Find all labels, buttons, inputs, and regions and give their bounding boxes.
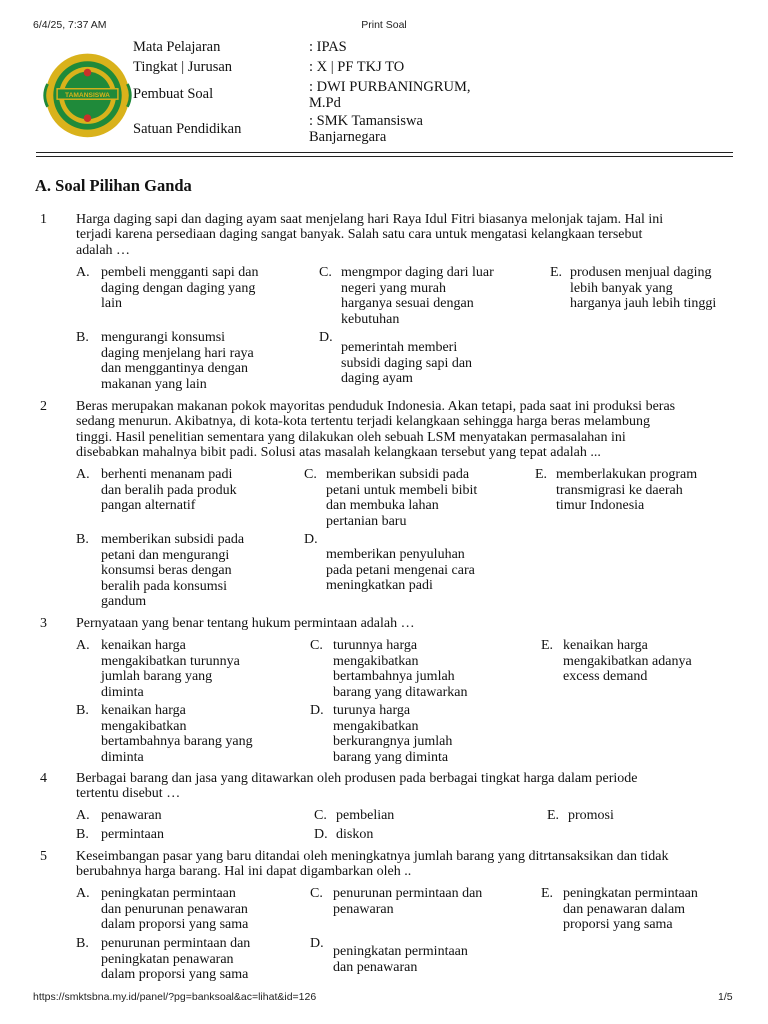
subject-value: : IPAS [309,39,347,55]
option-letter: B. [76,936,89,951]
option-text-line: timur Indonesia [556,498,645,513]
question-text-line: terjadi karena persediaan daging sangat banyak. Salah satu cara untuk mengatasi kelangkaan tersebut [76,227,643,243]
option-text-line: penurunan permintaan dan [333,886,483,901]
print-datetime: 6/4/25, 7:37 AM [33,19,107,31]
option-text-line: lebih banyak yang [570,280,673,296]
option-letter: E. [535,467,548,482]
option-text-line: mengurangi konsumsi [101,330,226,345]
school-label: Satuan Pendidikan [133,121,242,137]
option-text-line: penurunan permintaan dan [101,936,251,951]
author-value-line1: : DWI PURBANINGRUM, [309,79,471,95]
option-letter: E. [550,265,563,280]
option-text-line: mengakibatkan [333,653,419,669]
subject-label: Mata Pelajaran [133,39,221,55]
option-letter: D. [314,827,328,842]
question-text-line: berubahnya harga barang. Hal ini dapat digambarkan oleh .. [76,864,412,880]
option-text-line: harganya jauh lebih tinggi [570,296,717,311]
school-logo [40,46,135,141]
question-text-line: Keseimbangan pasar yang baru ditandai oleh meningkatnya jumlah barang yang ditrtansaksikan dan tidak [76,849,669,864]
option-letter: B. [76,703,89,718]
option-text-line: memberikan subsidi pada [326,467,470,482]
option-text-line: pemerintah memberi [341,340,458,355]
option-letter: B. [76,330,89,345]
option-text-line: kenaikan harga [563,638,648,653]
option-text-line: petani dan mengurangi [101,547,230,563]
option-text-line: pertanian baru [326,513,407,529]
option-text-line: petani untuk membeli bibit [326,482,478,498]
option-text-line: harganya sesuai dengan [341,296,474,311]
option-text-line: permintaan [101,827,164,842]
option-letter: C. [319,265,332,280]
option-text-line: barang yang ditawarkan [333,684,468,700]
option-text-line: penawaran [101,808,162,823]
option-text-line: pembelian [336,808,395,823]
option-letter: D. [319,330,333,345]
option-letter: A. [76,265,90,280]
page-url: https://smktsbna.my.id/panel/?pg=banksoal&ac=lihat&id=126 [33,991,317,1003]
option-text-line: promosi [568,808,614,823]
option-letter: E. [541,886,554,901]
option-text-line: peningkatan permintaan [101,886,236,901]
grade-value: : X | PF TKJ TO [309,59,405,75]
option-text-line: memberikan subsidi pada [101,532,245,547]
author-label: Pembuat Soal [133,86,214,102]
option-text-line: dalam proporsi yang sama [101,967,249,982]
option-text-line: beralih pada konsumsi [101,578,227,594]
grade-label: Tingkat | Jurusan [133,59,233,75]
question-number: 2 [40,399,47,414]
header-divider-bottom [36,156,733,157]
option-text-line: pembeli mengganti sapi dan [101,265,259,280]
option-text-line: dan beralih pada produk [101,482,237,498]
option-text-line: barang yang diminta [333,749,449,765]
option-text-line: diminta [101,684,144,700]
section-title: A. Soal Pilihan Ganda [35,176,192,195]
question-text-line: sedang menurun. Akibatnya, di kota-kota tertentu terjadi kelangkaan sehingga harga beras melambung [76,414,650,430]
option-text-line: mengakibatkan adanya [563,653,692,669]
option-text-line: peningkatan permintaan [333,944,468,959]
option-text-line: mengmpor daging dari luar [341,265,494,280]
option-text-line: meningkatkan padi [326,578,433,593]
option-letter: D. [310,936,324,951]
option-text-line: kebutuhan [341,311,400,327]
option-text-line: gandum [101,594,147,609]
option-text-line: mengakibatkan [333,718,419,734]
option-text-line: makanan yang lain [101,376,207,392]
question-text-line: Pernyataan yang benar tentang hukum permintaan adalah … [76,616,415,631]
option-text-line: mengakibatkan [101,718,187,734]
option-text-line: bertambahnya jumlah [333,669,455,684]
option-text-line: lain [101,296,122,311]
option-text-line: proporsi yang sama [563,917,673,932]
question-text-line: tinggi. Hasil penelitian sementara yang dilakukan oleh sebuah LSM menyatakan permasalahan ini [76,429,626,445]
option-text-line: memberlakukan program [556,467,698,482]
question-number: 4 [40,771,47,786]
author-value-line2: M.Pd [309,95,341,111]
option-letter: D. [310,703,324,718]
option-text-line: pada petani mengenai cara [326,562,475,578]
option-letter: B. [76,827,89,842]
option-text-line: dalam proporsi yang sama [101,917,249,932]
question-number: 5 [40,849,47,864]
option-text-line: mengakibatkan turunnya [101,653,240,669]
option-text-line: excess demand [563,669,648,684]
question-text-line: tertentu disebut … [76,786,181,802]
option-letter: A. [76,886,90,901]
school-value-line1: : SMK Tamansiswa [309,113,423,129]
option-letter: C. [310,886,323,901]
option-letter: E. [541,638,554,653]
option-text-line: penawaran [333,901,394,917]
question-text-line: Beras merupakan makanan pokok mayoritas penduduk Indonesia. Akan tetapi, pada saat ini produksi beras [76,399,676,414]
print-title: Print Soal [361,19,407,31]
question-text-line: adalah … [76,242,131,258]
option-text-line: kenaikan harga [101,703,186,718]
option-letter: C. [310,638,323,653]
option-text-line: konsumsi beras dengan [101,563,232,578]
option-letter: A. [76,638,90,653]
option-letter: A. [76,467,90,482]
option-text-line: memberikan penyuluhan [326,547,465,562]
option-text-line: berkurangnya jumlah [333,734,453,749]
option-text-line: turunnya harga [333,638,418,653]
option-letter: D. [304,532,318,547]
option-text-line: diminta [101,749,144,765]
option-text-line: berhenti menanam padi [101,467,233,482]
option-letter: A. [76,808,90,823]
school-value-line2: Banjarnegara [309,129,387,145]
option-letter: E. [547,808,560,823]
option-letter: B. [76,532,89,547]
option-text-line: produsen menjual daging [570,265,712,280]
option-text-line: peningkatan penawaran [101,951,234,967]
header-divider-top [36,152,733,153]
option-text-line: negeri yang murah [341,280,446,296]
question-text-line: Harga daging sapi dan daging ayam saat menjelang hari Raya Idul Fitri biasanya melonjak tajam. Hal ini [76,212,664,227]
option-letter: C. [314,808,327,823]
option-text-line: daging menjelang hari raya [101,345,254,361]
option-text-line: pangan alternatif [101,498,196,513]
page-number: 1/5 [718,991,733,1003]
option-text-line: dan penawaran [333,959,418,975]
option-text-line: dan menggantinya dengan [101,361,248,376]
option-text-line: dan membuka lahan [326,498,439,513]
option-text-line: peningkatan permintaan [563,886,698,901]
option-text-line: dan penawaran dalam [563,901,686,917]
option-text-line: diskon [336,827,374,842]
logo-text: TAMANSISWA [65,91,110,99]
option-text-line: subsidi daging sapi dan [341,355,473,371]
question-text-line: Berbagai barang dan jasa yang ditawarkan oleh produsen pada berbagai tingkat harga dalam periode [76,771,638,786]
option-text-line: turunya harga [333,703,411,718]
option-text-line: daging ayam [341,371,413,386]
option-text-line: jumlah barang yang [101,669,213,684]
question-number: 1 [40,212,47,227]
option-text-line: kenaikan harga [101,638,186,653]
question-text-line: disebabkan mahalnya bibit padi. Solusi atas masalah kelangkaan tersebut yang tepat adalah ... [76,444,601,460]
option-text-line: transmigrasi ke daerah [556,482,683,498]
option-letter: C. [304,467,317,482]
question-number: 3 [40,616,47,631]
option-text-line: daging dengan daging yang [101,280,256,296]
option-text-line: bertambahnya barang yang [101,734,253,749]
option-text-line: dan penurunan penawaran [101,901,248,917]
